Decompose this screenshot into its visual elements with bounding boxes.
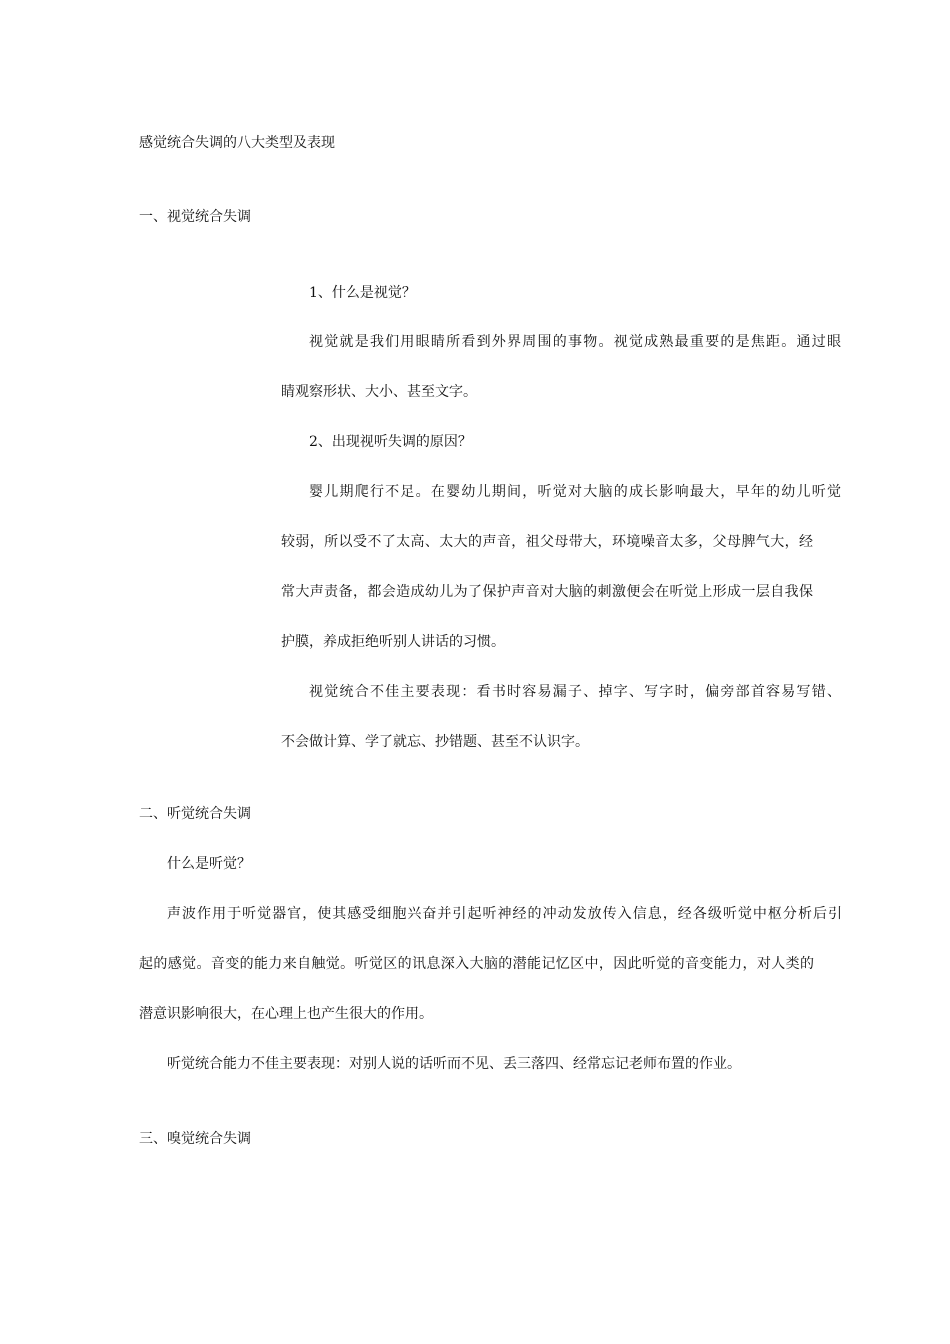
- paragraph-line: 护膜，养成拒绝听别人讲话的习惯。: [281, 634, 505, 650]
- paragraph-line: 听觉统合能力不佳主要表现：对别人说的话听而不见、丢三落四、经常忘记老师布置的作业。: [167, 1056, 741, 1072]
- paragraph-line: 潜意识影响很大，在心理上也产生很大的作用。: [139, 1006, 433, 1022]
- paragraph-line: 视觉就是我们用眼睛所看到外界周围的事物。视觉成熟最重要的是焦距。通过眼: [309, 334, 841, 350]
- paragraph-line: 不会做计算、学了就忘、抄错题、甚至不认识字。: [281, 734, 589, 750]
- question-what-is-vision: 1、什么是视觉？: [309, 285, 416, 301]
- paragraph-line: 婴儿期爬行不足。在婴幼儿期间，听觉对大脑的成长影响最大，早年的幼儿听觉: [309, 484, 841, 500]
- page-title: 感觉统合失调的八大类型及表现: [139, 135, 335, 151]
- paragraph-line: 起的感觉。音变的能力来自触觉。听觉区的讯息深入大脑的潜能记忆区中，因此听觉的音变能力，对人类的: [139, 956, 814, 972]
- paragraph-line: 较弱，所以受不了太高、太大的声音，祖父母带大，环境噪音太多，父母脾气大，经: [281, 534, 813, 550]
- question-cause: 2、出现视听失调的原因？: [309, 434, 472, 450]
- section-heading-auditory: 二、听觉统合失调: [139, 806, 251, 822]
- section-heading-visual: 一、视觉统合失调: [139, 209, 251, 225]
- paragraph-line: 常大声责备，都会造成幼儿为了保护声音对大脑的刺激便会在听觉上形成一层自我保: [281, 584, 813, 600]
- question-what-is-hearing: 什么是听觉？: [167, 856, 251, 872]
- paragraph-line: 视觉统合不佳主要表现：看书时容易漏子、掉字、写字时，偏旁部首容易写错、: [309, 684, 841, 700]
- section-heading-olfactory: 三、嗅觉统合失调: [139, 1131, 251, 1147]
- paragraph-line: 睛观察形状、大小、甚至文字。: [281, 384, 477, 400]
- paragraph-line: 声波作用于听觉器官，使其感受细胞兴奋并引起听神经的冲动发放传入信息，经各级听觉中枢分析后引: [167, 906, 842, 922]
